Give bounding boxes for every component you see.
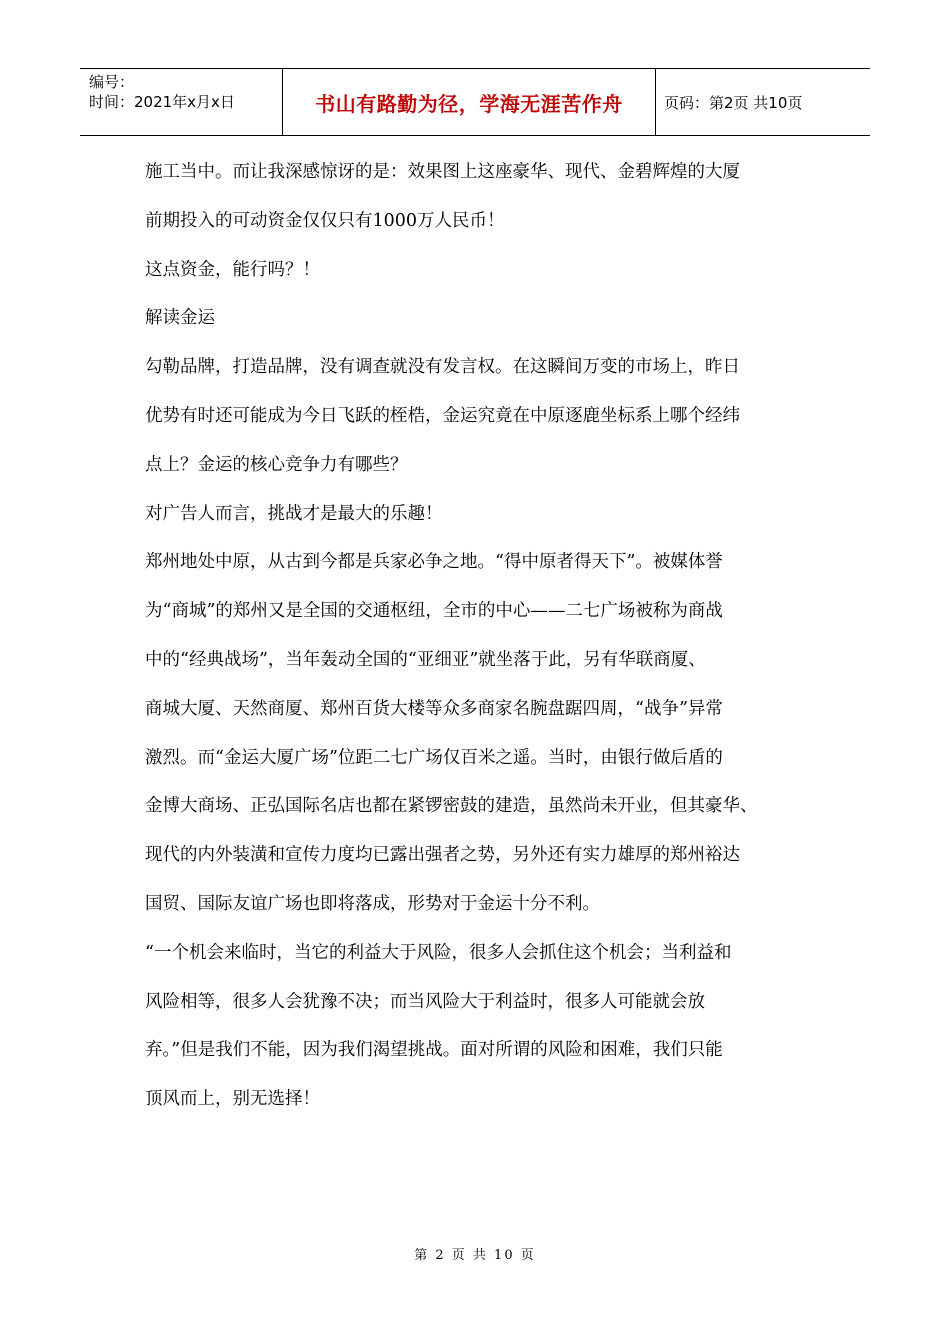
- body-line: 风险相等，很多人会犹豫不决；而当风险大于利益时，很多人可能就会放: [145, 991, 705, 1012]
- header-page-info: 页码：第2页 共10页: [664, 93, 803, 112]
- body-line: 中的“经典战场”，当年轰动全国的“亚细亚”就坐落于此，另有华联商厦、: [145, 649, 706, 670]
- document-number-label: 编号：: [89, 73, 135, 91]
- body-line: 郑州地处中原，从古到今都是兵家必争之地。“得中原者得天下”。被媒体誉: [145, 552, 723, 573]
- body-line: 为“商城”的郑州又是全国的交通枢纽，全市的中心——二七广场被称为商战: [145, 601, 723, 622]
- body-line: 勾勒品牌，打造品牌，没有调查就没有发言权。在这瞬间万变的市场上，昨日: [145, 357, 740, 378]
- body-line: “一个机会来临时，当它的利益大于风险，很多人会抓住这个机会；当利益和: [145, 942, 732, 963]
- body-line: 前期投入的可动资金仅仅只有1000万人民币！: [145, 210, 505, 231]
- page-footer: 第 2 页 共 10 页: [414, 1248, 536, 1263]
- body-line: 对广告人而言，挑战才是最大的乐趣！: [145, 503, 443, 524]
- body-line: 现代的内外装潢和宣传力度均已露出强者之势，另外还有实力雄厚的郑州裕达: [145, 845, 740, 866]
- body-line: 解读金运: [145, 308, 215, 329]
- body-line: 优势有时还可能成为今日飞跃的桎梏，金运究竟在中原逐鹿坐标系上哪个经纬: [145, 405, 740, 426]
- body-line: 金博大商场、正弘国际名店也都在紧锣密鼓的建造，虽然尚未开业，但其豪华、: [145, 796, 758, 817]
- document-date-label: 时间：2021年x月x日: [89, 93, 235, 111]
- body-line: 顶风而上，别无选择！: [145, 1089, 320, 1110]
- body-line: 施工当中。而让我深感惊讶的是：效果图上这座豪华、现代、金碧辉煌的大厦: [145, 162, 740, 182]
- header-meta-cell: [80, 69, 283, 135]
- header-motto: 书山有路勤为径，学海无涯苦作舟: [283, 69, 656, 135]
- document-body: [145, 148, 810, 1124]
- body-line: 国贸、国际友谊广场也即将落成，形势对于金运十分不利。: [145, 893, 600, 914]
- body-line: 商城大厦、天然商厦、郑州百货大楼等众多商家名腕盘踞四周，“战争”异常: [145, 698, 723, 719]
- body-line: 弃。”但是我们不能，因为我们渴望挑战。面对所谓的风险和困难，我们只能: [145, 1040, 723, 1061]
- body-line: 这点资金，能行吗？！: [145, 259, 320, 280]
- body-line: 激烈。而“金运大厦广场”位距二七广场仅百米之遥。当时，由银行做后盾的: [145, 747, 723, 768]
- body-line: 点上？金运的核心竞争力有哪些？: [145, 454, 408, 475]
- document-header: [80, 68, 870, 136]
